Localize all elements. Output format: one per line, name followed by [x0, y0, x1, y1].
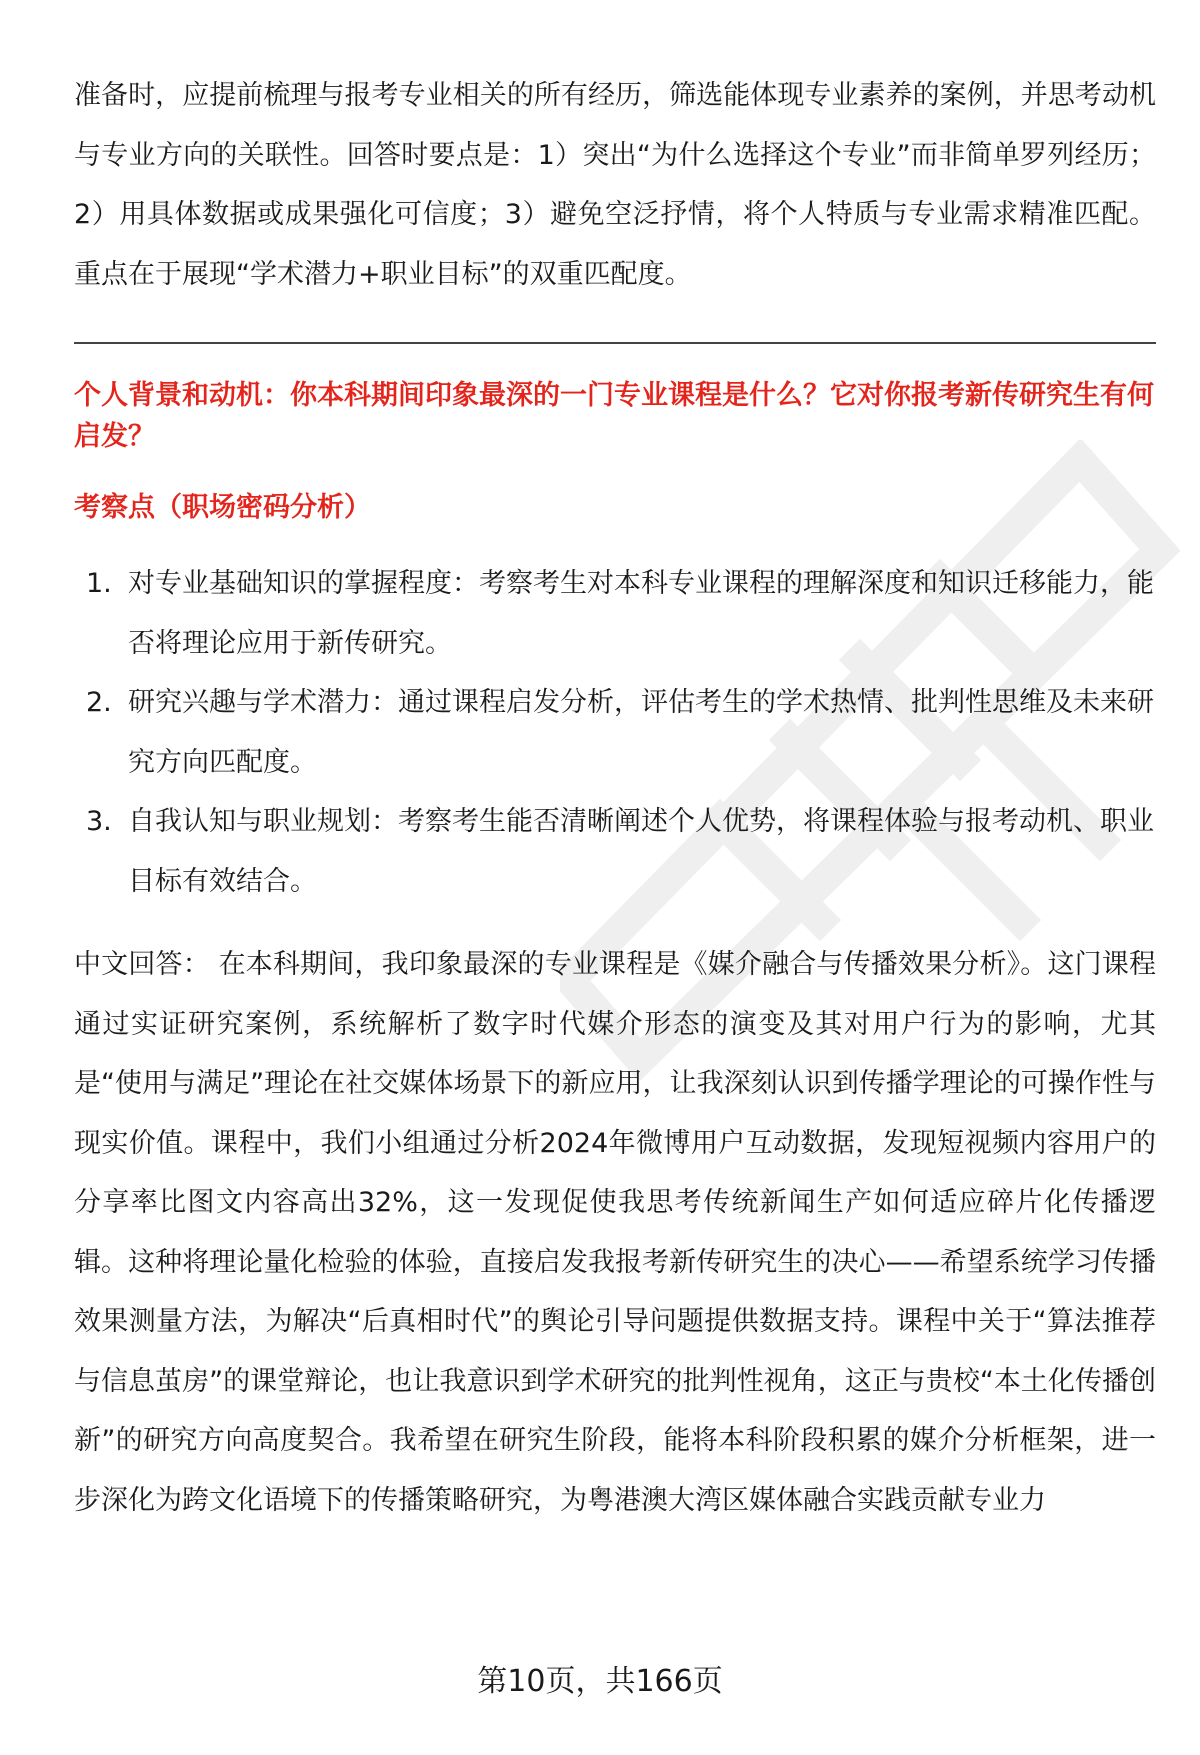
list-item-number: 2.	[86, 687, 112, 718]
intro-paragraph: 准备时，应提前梳理与报考专业相关的所有经历，筛选能体现专业素养的案例，并思考动机与专业方向的关联性。回答时要点是：1）突出“为什么选择这个专业”而非简单罗列经历；2）用具体数据或成果强化可信度；3）避免空泛抒情，将个人特质与专业需求精准匹配。重点在于展现“学术潜力+职业目标”的双重匹配度。	[74, 80, 1156, 290]
list-item	[74, 673, 1156, 792]
list-item-number: 3.	[86, 806, 112, 837]
assessment-heading: 考察点（职场密码分析）	[74, 492, 371, 523]
assessment-points-list	[74, 554, 1156, 911]
list-item	[74, 792, 1156, 911]
list-item-text: 自我认知与职业规划：考察考生能否清晰阐述个人优势，将课程体验与报考动机、职业目标有效结合。	[128, 806, 1154, 897]
list-item-text: 研究兴趣与学术潜力：通过课程启发分析，评估考生的学术热情、批判性思维及未来研究方向匹配度。	[128, 687, 1154, 778]
section-divider	[74, 342, 1156, 344]
list-item	[74, 554, 1156, 673]
page-number: 第10页，共166页	[477, 1664, 723, 1699]
list-item-text: 对专业基础知识的掌握程度：考察考生对本科专业课程的理解深度和知识迁移能力，能否将理论应用于新传研究。	[128, 568, 1154, 659]
list-item-number: 1.	[86, 568, 112, 599]
answer-paragraph: 中文回答： 在本科期间，我印象最深的专业课程是《媒介融合与传播效果分析》。这门课程通过实证研究案例，系统解析了数字时代媒介形态的演变及其对用户行为的影响，尤其是“使用与满足”理论在社交媒体场景下的新应用，让我深刻认识到传播学理论的可操作性与现实价值。课程中，我们小组通过分析2024年微博用户互动数据，发现短视频内容用户的分享率比图文内容高出32%，这一发现促使我思考传统新闻生产如何适应碎片化传播逻辑。这种将理论量化检验的体验，直接启发我报考新传研究生的决心——希望系统学习传播效果测量方法，为解决“后真相时代”的舆论引导问题提供数据支持。课程中关于“算法推荐与信息茧房”的课堂辩论，也让我意识到学术研究的批判性视角，这正与贵校“本土化传播创新”的研究方向高度契合。我希望在研究生阶段，能将本科阶段积累的媒介分析框架，进一步深化为跨文化语境下的传播策略研究，为粤港澳大湾区媒体融合实践贡献专业力	[74, 949, 1156, 1516]
document-page	[74, 66, 1156, 1530]
question-heading: 个人背景和动机：你本科期间印象最深的一门专业课程是什么？它对你报考新传研究生有何启发？	[74, 380, 1154, 452]
